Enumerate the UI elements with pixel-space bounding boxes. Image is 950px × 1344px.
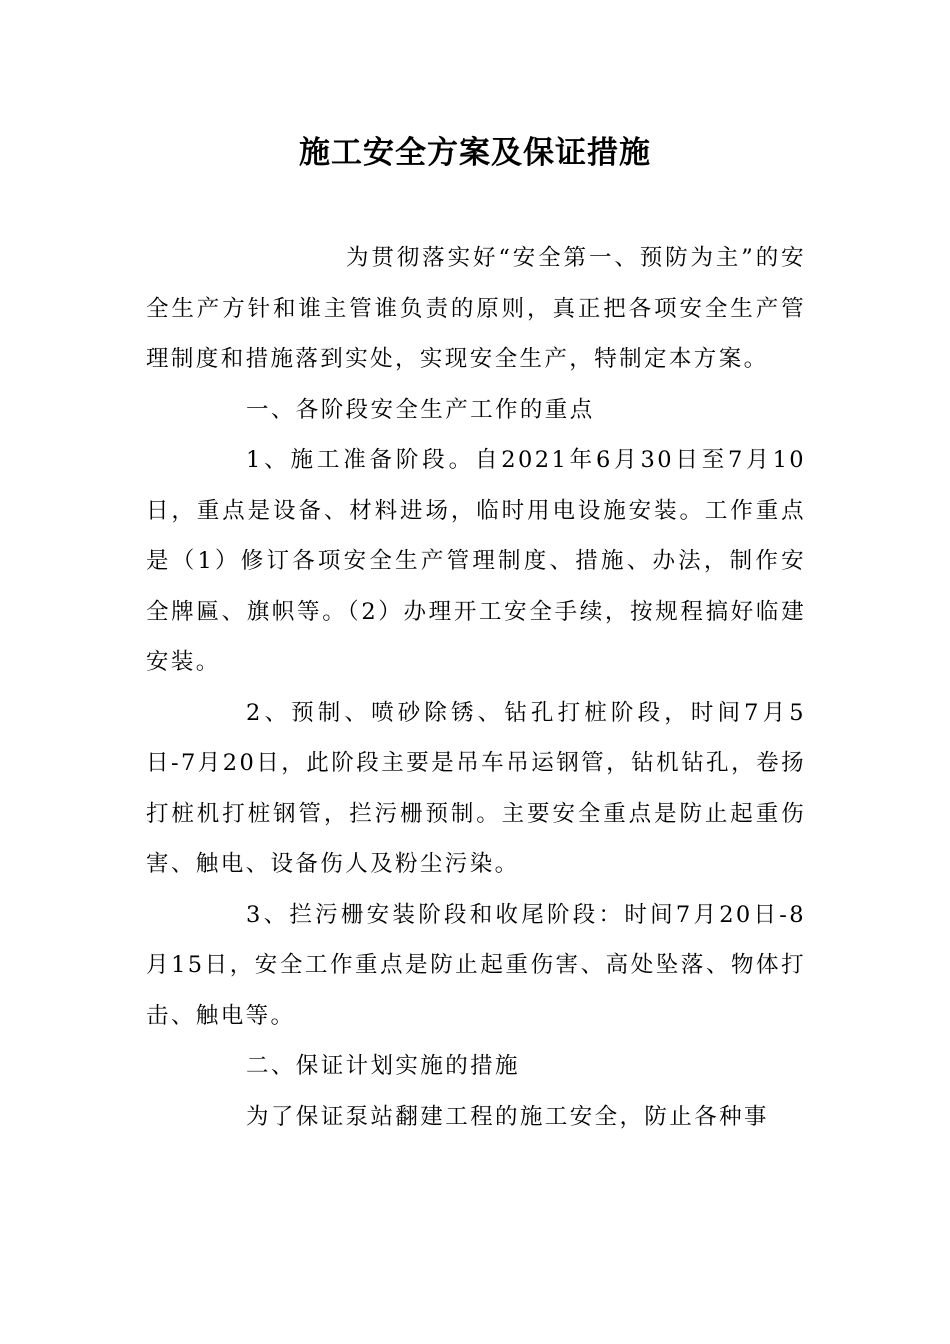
paragraph-measures: 为了保证泵站翻建工程的施工安全，防止各种事 bbox=[246, 1103, 769, 1130]
section-heading-1: 一、各阶段安全生产工作的重点 bbox=[246, 396, 595, 423]
section-heading-2: 二、保证计划实施的措施 bbox=[246, 1053, 520, 1079]
paragraph-intro: 为贯彻落实好“安全第一、预防为主”的安全生产方针和谁主管谁负责的原则，真正把各项安全生产管理制度和措施落到实处，实现安全生产，特制定本方案。 bbox=[146, 245, 806, 372]
paragraph-stage-2: 2、预制、喷砂除锈、钻孔打桩阶段，时间7月5日-7月20日，此阶段主要是吊车吊运钢管，钻机钻孔，卷扬打桩机打桩钢管，拦污栅预制。主要安全重点是防止起重伤害、触电、设备伤人及粉尘污染。 bbox=[146, 699, 806, 877]
paragraph-stage-1: 1、施工准备阶段。自2021年6月30日至7月10日，重点是设备、材料进场，临时用电设施安装。工作重点是（1）修订各项安全生产管理制度、措施、办法，制作安全牌匾、旗帜等。（2）办理开工安全手续，按规程搞好临建安装。 bbox=[146, 447, 806, 675]
paragraph-stage-3: 3、拦污栅安装阶段和收尾阶段：时间7月20日-8月15日，安全工作重点是防止起重伤害、高处坠落、物体打击、触电等。 bbox=[146, 901, 806, 1029]
document-title: 施工安全方案及保证措施 bbox=[299, 135, 651, 171]
document-body bbox=[146, 233, 806, 1142]
